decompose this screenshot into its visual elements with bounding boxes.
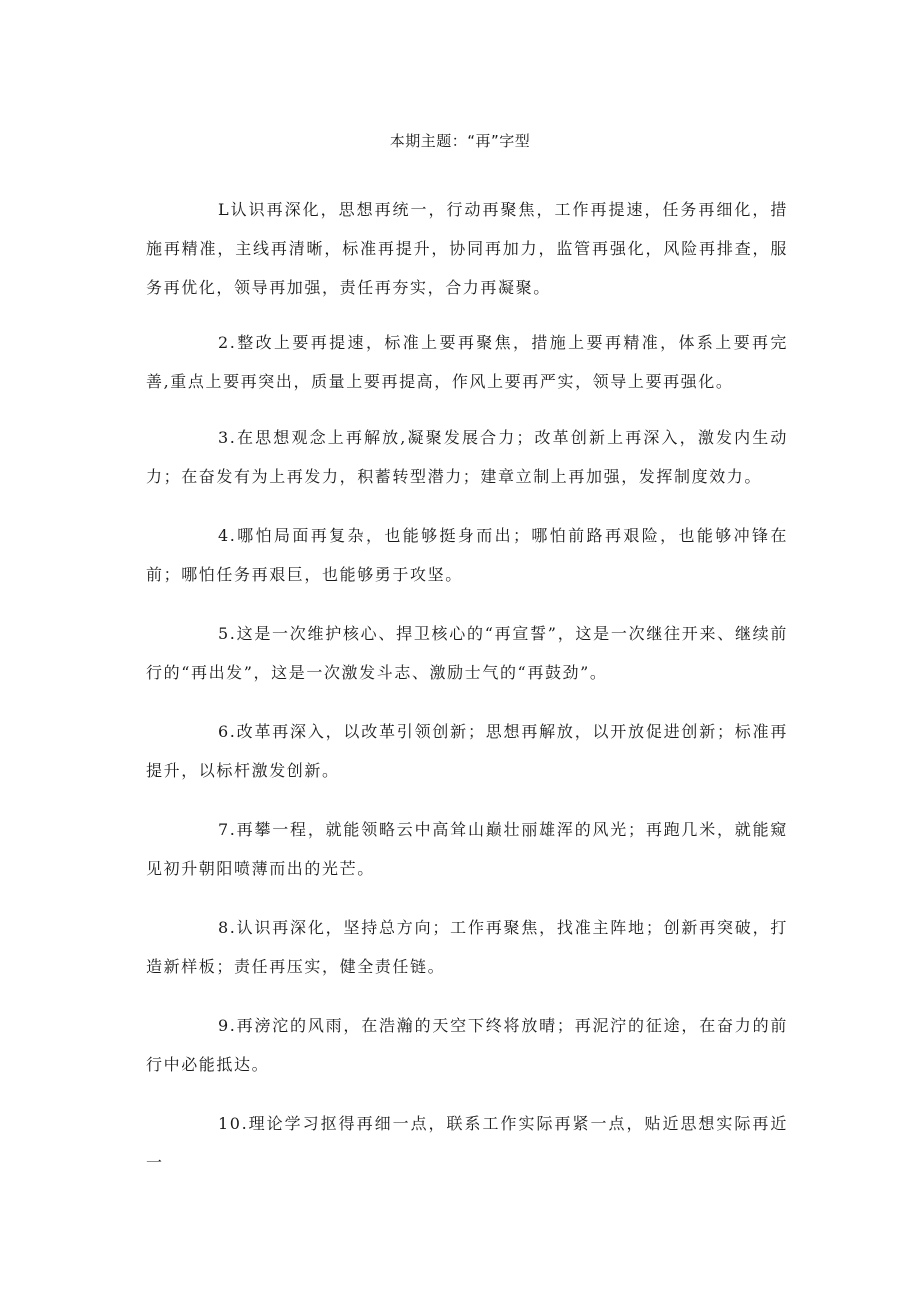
paragraph-text: .整改上要再提速，标准上要再聚焦，措施上要再精准，体系上要再完善,重点上要再突出，质量上要再提高，作风上要再严实，领导上要再强化。 (146, 333, 788, 391)
paragraph-number: 10 (218, 1114, 242, 1133)
paragraph-number: 5 (218, 624, 230, 643)
paragraph-number: 6 (218, 722, 230, 741)
paragraph-text: .这是一次维护核心、捍卫核心的“再宣誓”，这是一次继往开来、继续前行的“再出发”，这是一次激发斗志、激励士气的“再鼓劲”。 (146, 624, 788, 682)
paragraph-8 (146, 908, 788, 986)
paragraph-1 (146, 190, 788, 307)
paragraph-number: 8 (218, 918, 230, 937)
paragraph-2 (146, 323, 788, 401)
paragraph-text: .改革再深入，以改革引领创新；思想再解放，以开放促进创新；标准再提升，以标杆激发创新。 (146, 722, 788, 780)
paragraph-4 (146, 516, 788, 594)
page-title: 本期主题：“再”字型 (389, 132, 531, 150)
paragraph-number: 2 (218, 333, 230, 352)
paragraph-number: 3 (218, 428, 230, 447)
paragraph-number: 7 (218, 820, 230, 839)
paragraph-5 (146, 614, 788, 692)
paragraph-text: .哪怕局面再复杂，也能够挺身而出；哪怕前路再艰险，也能够冲锋在前；哪怕任务再艰巨，也能够勇于攻坚。 (146, 526, 788, 584)
paragraph-text: .再滂沱的风雨，在浩瀚的天空下终将放晴；再泥泞的征途，在奋力的前行中必能抵达。 (146, 1016, 788, 1074)
paragraph-text: .在思想观念上再解放,凝聚发展合力；改革创新上再深入，激发内生动力；在奋发有为上再发力，积蓄转型潜力；建章立制上再加强，发挥制度效力。 (146, 428, 788, 486)
paragraph-text: .再攀一程，就能领略云中高耸山巅壮丽雄浑的风光；再跑几米，就能窥见初升朝阳喷薄而出的光芒。 (146, 820, 788, 878)
paragraph-10 (146, 1104, 788, 1182)
paragraph-number: L (218, 200, 231, 219)
paragraph-7 (146, 810, 788, 888)
paragraph-9 (146, 1006, 788, 1084)
paragraph-3 (146, 418, 788, 496)
paragraph-number: 9 (218, 1016, 230, 1035)
paragraph-number: 4 (218, 526, 230, 545)
paragraph-text: .认识再深化，坚持总方向；工作再聚焦，找准主阵地；创新再突破，打造新样板；责任再压实，健全责任链。 (146, 918, 788, 976)
paragraph-text: 认识再深化，思想再统一，行动再聚焦，工作再提速，任务再细化，措施再精准，主线再清晰，标准再提升，协同再加力，监管再强化，风险再排查，服务再优化，领导再加强，责任再夯实，合力再凝聚。 (146, 200, 788, 297)
paragraph-text: .理论学习抠得再细一点，联系工作实际再紧一点，贴近思想实际再近一 (146, 1114, 788, 1172)
paragraph-6 (146, 712, 788, 790)
